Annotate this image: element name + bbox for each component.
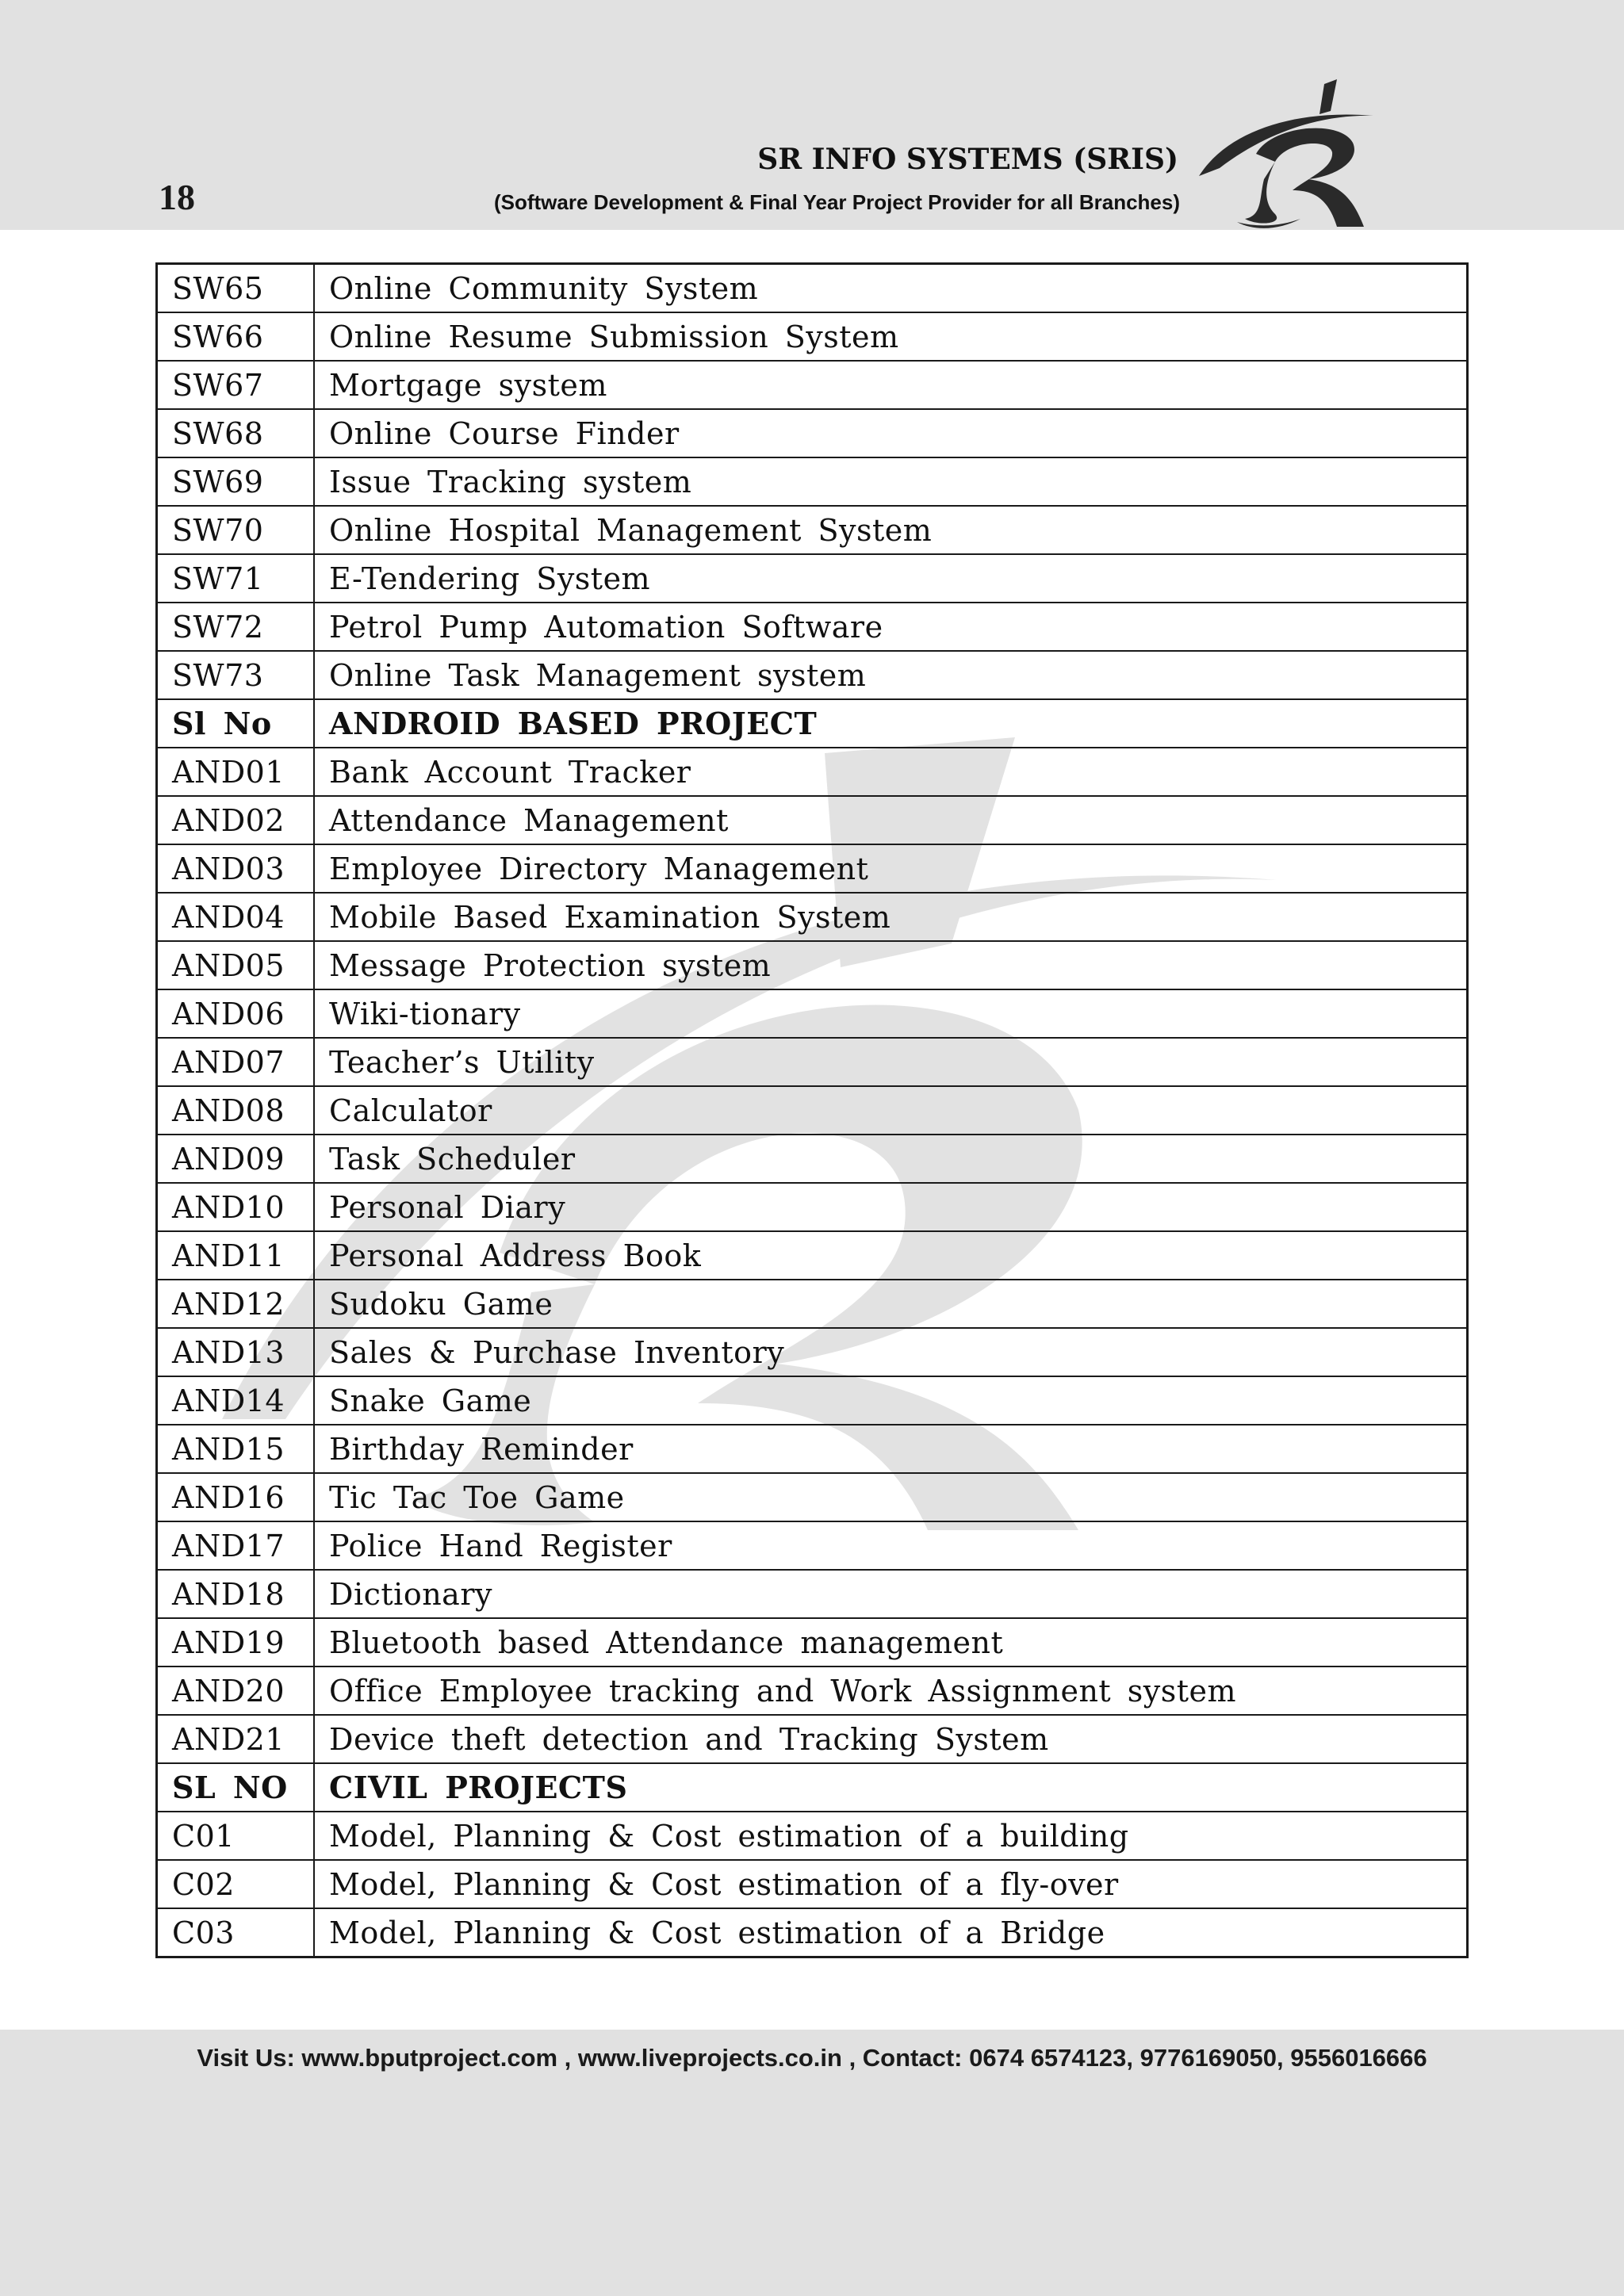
project-title: Teacher’s Utility [314, 1038, 1468, 1086]
project-title: Online Course Finder [314, 409, 1468, 457]
table-row [157, 554, 1468, 603]
table-row [157, 893, 1468, 941]
project-title: Petrol Pump Automation Software [314, 603, 1468, 651]
project-code: C02 [157, 1860, 315, 1908]
project-title: Police Hand Register [314, 1521, 1468, 1570]
project-title: Online Hospital Management System [314, 506, 1468, 554]
project-title: Mortgage system [314, 361, 1468, 409]
table-row [157, 1667, 1468, 1715]
project-title: Bank Account Tracker [314, 748, 1468, 796]
table-row [157, 651, 1468, 699]
project-code: AND01 [157, 748, 315, 796]
project-code: SW71 [157, 554, 315, 603]
table-row [157, 312, 1468, 361]
section-header-row [157, 699, 1468, 748]
project-code: AND18 [157, 1570, 315, 1618]
project-title: Dictionary [314, 1570, 1468, 1618]
project-code: AND15 [157, 1425, 315, 1473]
project-code: AND07 [157, 1038, 315, 1086]
project-title: Bluetooth based Attendance management [314, 1618, 1468, 1667]
table-row [157, 506, 1468, 554]
table-row [157, 1570, 1468, 1618]
project-code: AND06 [157, 989, 315, 1038]
project-title: Attendance Management [314, 796, 1468, 844]
table-row [157, 1038, 1468, 1086]
table-row [157, 1183, 1468, 1231]
project-title: Employee Directory Management [314, 844, 1468, 893]
project-code: SW73 [157, 651, 315, 699]
project-title: Model, Planning & Cost estimation of a fly-over [314, 1860, 1468, 1908]
project-code: SW67 [157, 361, 315, 409]
page-number: 18 [159, 177, 195, 217]
table-row [157, 748, 1468, 796]
table-row [157, 1715, 1468, 1763]
project-title: E-Tendering System [314, 554, 1468, 603]
project-code: AND08 [157, 1086, 315, 1135]
project-code: AND13 [157, 1328, 315, 1376]
project-code: SW66 [157, 312, 315, 361]
project-title: Issue Tracking system [314, 457, 1468, 506]
project-title: Personal Address Book [314, 1231, 1468, 1280]
project-title: Tic Tac Toe Game [314, 1473, 1468, 1521]
table-row [157, 1280, 1468, 1328]
project-code: AND14 [157, 1376, 315, 1425]
table-row [157, 1812, 1468, 1860]
table-row [157, 409, 1468, 457]
project-title: Office Employee tracking and Work Assignment system [314, 1667, 1468, 1715]
project-table [155, 262, 1469, 1958]
project-code: SW65 [157, 264, 315, 313]
table-row [157, 1860, 1468, 1908]
project-title: Sales & Purchase Inventory [314, 1328, 1468, 1376]
project-code: AND03 [157, 844, 315, 893]
project-title: Online Task Management system [314, 651, 1468, 699]
project-code: AND19 [157, 1618, 315, 1667]
table-row [157, 1376, 1468, 1425]
project-code: AND05 [157, 941, 315, 989]
project-title: Model, Planning & Cost estimation of a building [314, 1812, 1468, 1860]
project-code: AND12 [157, 1280, 315, 1328]
table-row [157, 1521, 1468, 1570]
project-code: AND09 [157, 1135, 315, 1183]
project-code: AND11 [157, 1231, 315, 1280]
section-title: CIVIL PROJECTS [314, 1763, 1468, 1812]
table-row [157, 361, 1468, 409]
project-code: C03 [157, 1908, 315, 1957]
sr-logo-icon [1197, 79, 1404, 230]
table-row [157, 1231, 1468, 1280]
project-code: AND02 [157, 796, 315, 844]
project-code: AND16 [157, 1473, 315, 1521]
table-row [157, 1328, 1468, 1376]
project-title: Online Community System [314, 264, 1468, 313]
table-row [157, 264, 1468, 313]
project-code: SW70 [157, 506, 315, 554]
table-row [157, 1618, 1468, 1667]
table-row [157, 1135, 1468, 1183]
table-row [157, 1473, 1468, 1521]
section-header-row [157, 1763, 1468, 1812]
project-title: Message Protection system [314, 941, 1468, 989]
project-code: C01 [157, 1812, 315, 1860]
project-title: Online Resume Submission System [314, 312, 1468, 361]
table-row [157, 1425, 1468, 1473]
project-title: Device theft detection and Tracking System [314, 1715, 1468, 1763]
table-row [157, 457, 1468, 506]
table-row [157, 603, 1468, 651]
project-code: AND04 [157, 893, 315, 941]
project-code: SW69 [157, 457, 315, 506]
project-title: Calculator [314, 1086, 1468, 1135]
project-code: AND21 [157, 1715, 315, 1763]
project-code: AND10 [157, 1183, 315, 1231]
project-title: Sudoku Game [314, 1280, 1468, 1328]
project-title: Snake Game [314, 1376, 1468, 1425]
project-title: Wiki-tionary [314, 989, 1468, 1038]
project-code: SW68 [157, 409, 315, 457]
table-row [157, 1908, 1468, 1957]
project-title: Model, Planning & Cost estimation of a Bridge [314, 1908, 1468, 1957]
section-serial-label: SL NO [157, 1763, 315, 1812]
project-title: Birthday Reminder [314, 1425, 1468, 1473]
table-row [157, 1086, 1468, 1135]
company-tagline: (Software Development & Final Year Project Provider for all Branches) [493, 190, 1180, 214]
project-title: Mobile Based Examination System [314, 893, 1468, 941]
project-code: AND17 [157, 1521, 315, 1570]
company-name: SR INFO SYSTEMS (SRIS) [757, 143, 1178, 176]
project-code: SW72 [157, 603, 315, 651]
footer-contact-text: Visit Us: www.bputproject.com , www.liveprojects.co.in , Contact: 0674 6574123, 9776169050, 9556016666 [197, 2044, 1427, 2072]
section-serial-label: Sl No [157, 699, 315, 748]
section-title: ANDROID BASED PROJECT [314, 699, 1468, 748]
project-code: AND20 [157, 1667, 315, 1715]
table-row [157, 844, 1468, 893]
table-row [157, 989, 1468, 1038]
project-table-body [157, 264, 1468, 1957]
table-row [157, 796, 1468, 844]
project-title: Task Scheduler [314, 1135, 1468, 1183]
table-row [157, 941, 1468, 989]
project-title: Personal Diary [314, 1183, 1468, 1231]
